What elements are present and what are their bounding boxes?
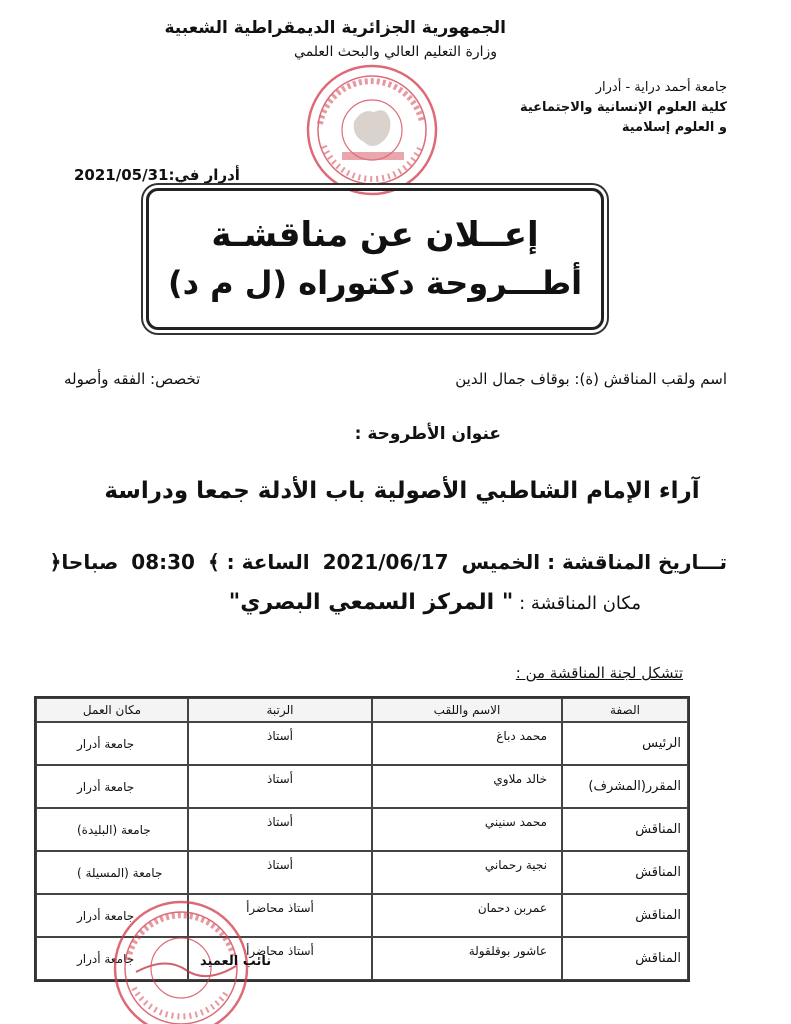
signature-title: نائب العميد: [200, 954, 272, 969]
defense-date-row: [50, 550, 727, 574]
cell-name: عمربن دحمان: [372, 894, 562, 937]
cell-workplace: جامعة أدرار: [36, 937, 188, 980]
defense-time-suffix: صباحا: [61, 550, 119, 574]
cell-workplace: جامعة أدرار: [36, 722, 188, 765]
candidate-info: [455, 370, 727, 388]
cell-role: المناقش: [562, 808, 688, 851]
cell-workplace: جامعة (البليدة): [36, 808, 188, 851]
table-row: [36, 851, 688, 894]
cell-name: نجية رحماني: [372, 851, 562, 894]
header-role: الصفة: [562, 698, 688, 722]
cell-role: المناقش: [562, 894, 688, 937]
table-row: [36, 722, 688, 765]
cell-workplace: جامعة أدرار: [36, 894, 188, 937]
ministry-heading: وزارة التعليم العالي والبحث العلمي: [294, 44, 497, 60]
table-header-row: [36, 698, 688, 722]
cell-role: المقرر(المشرف): [562, 765, 688, 808]
faculty-name-2: و العلوم إسلامية: [621, 120, 727, 135]
cell-rank: أستاذ: [188, 851, 372, 894]
time-bracket-open: ﴾: [207, 550, 220, 574]
institution-block: [520, 78, 727, 138]
university-name: جامعة أحمد دراية - أدرار: [595, 80, 727, 95]
candidate-label: اسم ولقب المناقش (ة):: [574, 370, 727, 388]
defense-time: 08:30: [131, 550, 195, 574]
thesis-title: آراء الإمام الشاطبي الأصولية باب الأدلة جمعا ودراسة: [104, 478, 700, 504]
republic-heading: الجمهورية الجزائرية الديمقراطية الشعبية: [164, 18, 506, 38]
cell-rank: أستاذ: [188, 722, 372, 765]
cell-rank: أستاذ: [188, 765, 372, 808]
header-rank: الرتبة: [188, 698, 372, 722]
specialty-info: [64, 370, 200, 388]
cell-rank: أستاذ محاضرأ: [188, 937, 372, 980]
thesis-label: عنوان الأطروحة :: [354, 424, 501, 444]
header-name: الاسم واللقب: [372, 698, 562, 722]
defense-date-label: تـــاريخ المناقشة :: [547, 550, 727, 574]
faculty-name: كلية العلوم الإنسانية والاجتماعية: [519, 100, 727, 115]
announcement-subtitle: أطـــروحة دكتوراه (ل م د): [167, 264, 583, 302]
cell-rank: أستاذ محاضرأ: [188, 894, 372, 937]
place-label: مكان المناقشة :: [519, 593, 641, 614]
place-value: " المركز السمعي البصري": [228, 590, 514, 615]
defense-date: 2021/06/17: [322, 550, 449, 574]
issue-date-value: 2021/05/31: [74, 166, 169, 184]
cell-rank: أستاذ: [188, 808, 372, 851]
header-workplace: مكان العمل: [36, 698, 188, 722]
issue-date-label: أدرار في:: [168, 166, 240, 184]
cell-workplace: جامعة أدرار: [36, 765, 188, 808]
cell-name: محمد دباغ: [372, 722, 562, 765]
announcement-title: إعــلان عن مناقشـة: [211, 215, 539, 255]
committee-label: تتشكل لجنة المناقشة من :: [515, 664, 683, 682]
cell-role: المناقش: [562, 851, 688, 894]
time-bracket-close: ﴿: [49, 550, 62, 574]
announcement-title-box: [146, 188, 604, 330]
specialty-label: تخصص:: [150, 370, 201, 388]
cell-name: محمد سنيني: [372, 808, 562, 851]
table-row: [36, 765, 688, 808]
specialty-value: الفقه وأصوله: [64, 370, 146, 388]
cell-name: عاشور بوقلقولة: [372, 937, 562, 980]
table-row: [36, 808, 688, 851]
defense-time-label: الساعة :: [226, 550, 310, 574]
candidate-row: [64, 370, 727, 388]
candidate-name: بوقاف جمال الدين: [455, 370, 570, 388]
cell-workplace: جامعة (المسيلة ): [36, 851, 188, 894]
official-stamp-top: [302, 62, 442, 198]
defense-day: الخميس: [461, 550, 541, 574]
cell-role: المناقش: [562, 937, 688, 980]
issue-date: [74, 166, 240, 184]
defense-place-row: [229, 590, 641, 615]
cell-role: الرئيس: [562, 722, 688, 765]
cell-name: خالد ملاوي: [372, 765, 562, 808]
